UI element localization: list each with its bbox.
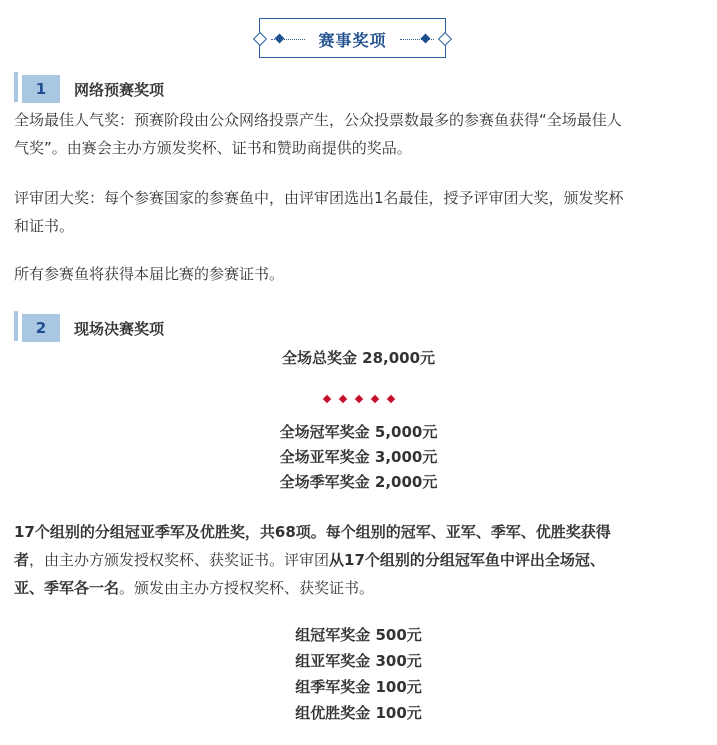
- section-title: 现场决赛奖项: [74, 320, 165, 338]
- text-line: 所有参赛鱼将获得本届比赛的参赛证书。: [14, 265, 285, 283]
- red-diamond-icon: [386, 395, 394, 403]
- section-number-badge: 2: [22, 314, 60, 342]
- title-frame: [259, 18, 446, 58]
- text-line: 评审团大奖：每个参赛国家的参赛鱼中，由评审团选出1名最佳，授予评审团大奖，颁发奖杯: [14, 189, 624, 207]
- group-excellence-prize: 组优胜奖金 100元: [295, 704, 422, 722]
- text-line: 全场最佳人气奖：预赛阶段由公众网络投票产生，公众投票数最多的参赛鱼获得“全场最佳人: [14, 111, 622, 129]
- page-title: 赛事奖项: [318, 31, 387, 50]
- third-place-prize: 全场季军奖金 2,000元: [279, 473, 438, 491]
- section-title-banner: [0, 18, 717, 60]
- popularity-award-paragraph: [14, 106, 702, 162]
- section-title: 网络预赛奖项: [74, 81, 165, 99]
- red-diamond-icon: [322, 395, 330, 403]
- certificate-paragraph: [14, 260, 702, 288]
- total-prize: 全场总奖金 28,000元: [281, 349, 436, 367]
- section-heading-1: [14, 72, 414, 102]
- runner-up-prize: 全场亚军奖金 3,000元: [279, 448, 438, 466]
- text-line: 气奖”。由赛会主办方颁发奖杯、证书和赞助商提供的奖品。: [14, 139, 412, 157]
- text-line: [14, 546, 702, 574]
- champion-prize: 全场冠军奖金 5,000元: [279, 423, 438, 441]
- bold-text: 者: [14, 551, 30, 569]
- jury-award-paragraph: [14, 184, 702, 240]
- group-awards-paragraph: [14, 518, 702, 602]
- text-span: 。颁发由主办方授权奖杯、获奖证书。: [119, 579, 375, 597]
- red-diamond-icon: [354, 395, 362, 403]
- bold-text: 亚、季军各一名: [14, 579, 120, 597]
- bold-text: 从17个组别的分组冠军鱼中评出全场冠、: [329, 551, 605, 569]
- red-diamond-icon: [370, 395, 378, 403]
- group-runner-up-prize: 组亚军奖金 300元: [295, 652, 422, 670]
- heading-accent-bar: [14, 311, 18, 341]
- section-heading-2: [14, 311, 414, 341]
- text-line: [14, 574, 702, 602]
- red-diamond-icon: [338, 395, 346, 403]
- text-line: [14, 518, 702, 546]
- group-champion-prize: 组冠军奖金 500元: [295, 626, 422, 644]
- section-number-badge: 1: [22, 75, 60, 103]
- text-span: ，由主办方颁发授权奖杯、获奖证书。评审团: [29, 551, 330, 569]
- bold-text: 17个组别的分组冠亚季军及优胜奖，共68项。每个组别的冠军、亚军、季军、优胜奖获得: [14, 523, 611, 541]
- text-line: 和证书。: [14, 217, 75, 235]
- decorative-divider: [0, 388, 717, 400]
- group-third-prize: 组季军奖金 100元: [295, 678, 422, 696]
- heading-accent-bar: [14, 72, 18, 102]
